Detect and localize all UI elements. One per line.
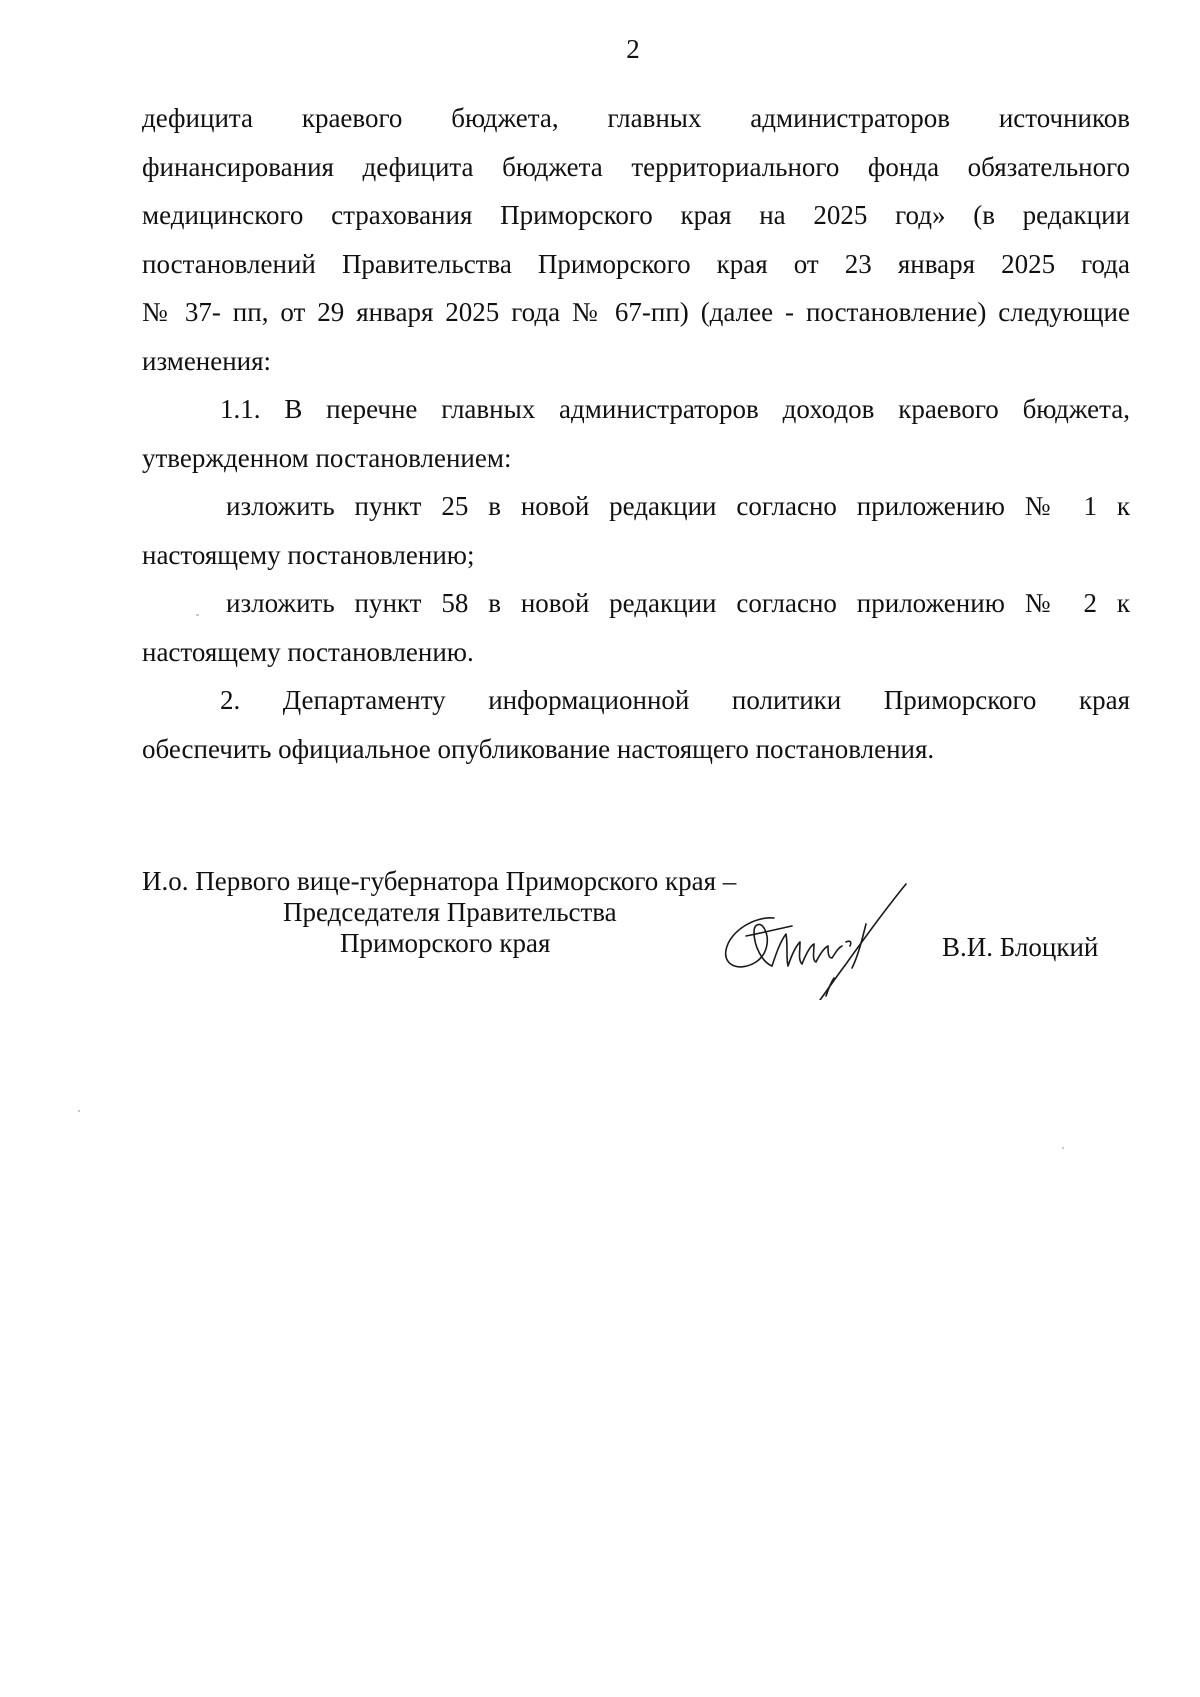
paragraph-1-line-4: постановлений Правительства Приморского края от 23 января 2025 года xyxy=(142,248,1130,279)
item-2-line-1: 2. Департаменту информационной политики Приморского края xyxy=(220,685,1130,715)
signatory-name: В.И. Блоцкий xyxy=(942,932,1099,962)
scan-speck xyxy=(78,1110,80,1112)
document-body xyxy=(142,94,1130,773)
item-2-line-2: обеспечить официальное опубликование настоящего постановления. xyxy=(142,733,935,764)
paragraph-1-line-1: дефицита краевого бюджета, главных администраторов источников xyxy=(142,103,1130,133)
item-1-1-line-2: утвержденном постановлением: xyxy=(142,442,512,473)
page-number: 2 xyxy=(626,34,640,64)
signatory-position-line-1: И.о. Первого вице-губернатора Приморского края – xyxy=(142,866,737,896)
paragraph-1-line-3: медицинского страхования Приморского края на 2025 год» (в редакции xyxy=(142,200,1130,230)
subitem-2-line-1: изложить пункт 58 в новой редакции согласно приложению № 2 к xyxy=(226,588,1130,618)
paragraph-1-line-5: № 37- пп, от 29 января 2025 года № 67-пп) (далее - постановление) следующие xyxy=(142,297,1130,327)
paragraph-1-line-6: изменения: xyxy=(142,345,272,376)
signatory-position-line-3: Приморского края xyxy=(340,928,551,958)
signatory-position-line-2: Председателя Правительства xyxy=(283,897,617,927)
signatory-position xyxy=(142,866,736,959)
subitem-1-line-1: изложить пункт 25 в новой редакции согласно приложению № 1 к xyxy=(226,491,1130,521)
scan-speck xyxy=(1062,1147,1064,1149)
handwritten-signature xyxy=(716,880,916,1000)
paragraph-1-line-2: финансирования дефицита бюджета территориального фонда обязательного xyxy=(142,151,1130,182)
item-1-1-line-1: 1.1. В перечне главных администраторов доходов краевого бюджета, xyxy=(220,394,1130,424)
subitem-1-line-2: настоящему постановлению; xyxy=(142,539,475,570)
subitem-2-line-2: настоящему постановлению. xyxy=(142,636,474,667)
scan-speck xyxy=(196,614,199,616)
